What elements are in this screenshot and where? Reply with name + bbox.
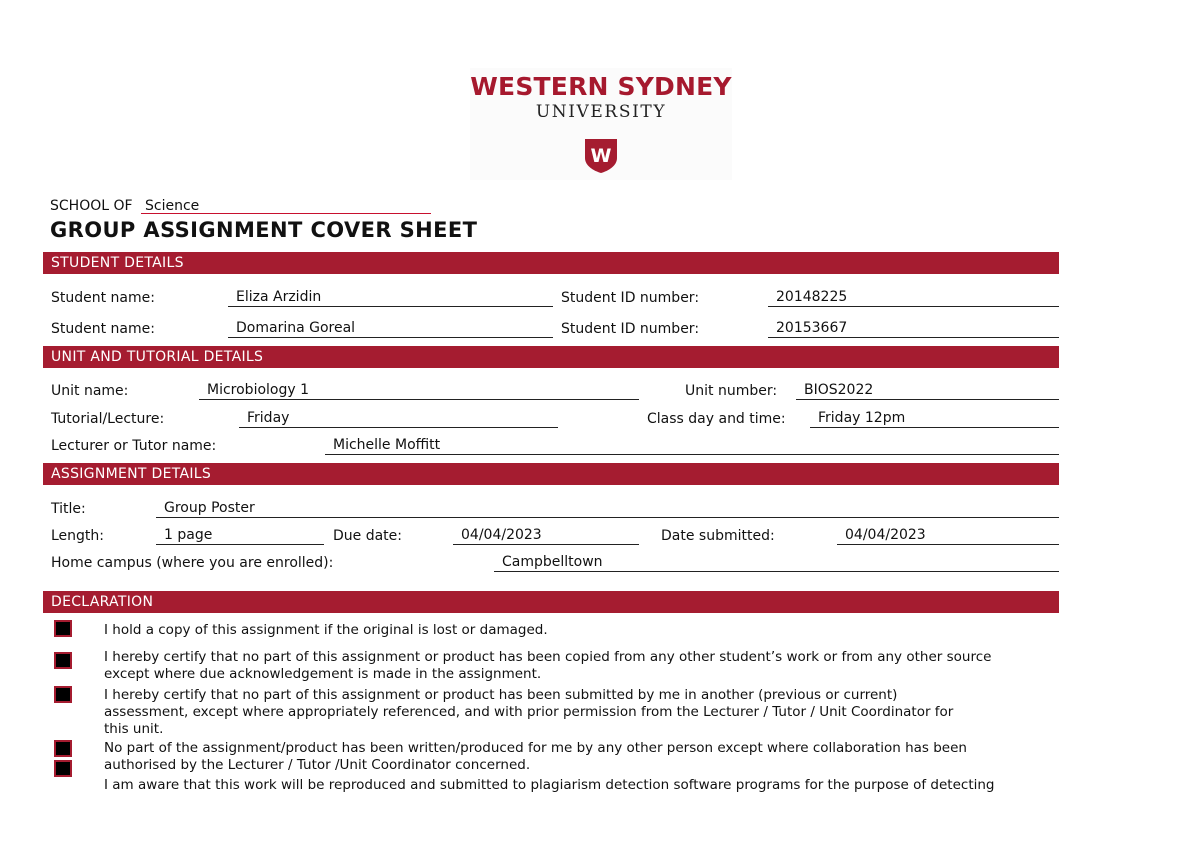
class-time-label: Class day and time:: [647, 411, 786, 427]
shield-letter: W: [590, 145, 612, 167]
tutorial-label: Tutorial/Lecture:: [51, 411, 165, 427]
unit-name-label: Unit name:: [51, 383, 129, 399]
declaration-checkbox[interactable]: [54, 686, 72, 703]
school-label: SCHOOL OF: [50, 198, 133, 214]
unit-name-field[interactable]: Microbiology 1: [199, 381, 639, 400]
logo-wordmark: WESTERN SYDNEY: [470, 72, 732, 101]
date-submitted-label: Date submitted:: [661, 528, 775, 544]
declaration-text: I hereby certify that no part of this assignment or product has been submitted by me in another (previous or current): [104, 687, 898, 703]
shield-icon: [584, 138, 618, 174]
declaration-checkbox[interactable]: [54, 740, 72, 757]
length-field[interactable]: 1 page: [156, 526, 324, 545]
section-student-details: STUDENT DETAILS: [43, 252, 1059, 274]
declaration-text: assessment, except where appropriately referenced, and with prior permission from the Lecturer / Tutor / Unit Coordinator for: [104, 704, 954, 720]
declaration-text: No part of the assignment/product has been written/produced for me by any other person except where collaboration has been: [104, 740, 967, 756]
assignment-title-field[interactable]: Group Poster: [156, 499, 1059, 518]
due-date-label: Due date:: [333, 528, 403, 544]
class-time-field[interactable]: Friday 12pm: [810, 409, 1059, 428]
home-campus-field[interactable]: Campbelltown: [494, 553, 1059, 572]
student-id-field[interactable]: 20148225: [768, 288, 1059, 307]
declaration-text: except where due acknowledgement is made in the assignment.: [104, 666, 542, 682]
student-id-field[interactable]: 20153667: [768, 319, 1059, 338]
section-declaration: DECLARATION: [43, 591, 1059, 613]
declaration-text: I hold a copy of this assignment if the original is lost or damaged.: [104, 622, 548, 638]
student-id-label: Student ID number:: [561, 321, 700, 337]
home-campus-label: Home campus (where you are enrolled):: [51, 555, 334, 571]
declaration-text: authorised by the Lecturer / Tutor /Unit Coordinator concerned.: [104, 757, 531, 773]
student-name-label: Student name:: [51, 321, 155, 337]
student-name-field[interactable]: Eliza Arzidin: [228, 288, 553, 307]
logo-subtitle: UNIVERSITY: [535, 102, 667, 122]
title-label: Title:: [51, 501, 86, 517]
date-submitted-field[interactable]: 04/04/2023: [837, 526, 1059, 545]
university-logo: [470, 68, 732, 180]
section-unit-details: UNIT AND TUTORIAL DETAILS: [43, 346, 1059, 368]
student-name-label: Student name:: [51, 290, 155, 306]
school-field[interactable]: Science: [141, 198, 431, 214]
length-label: Length:: [51, 528, 105, 544]
page-title: GROUP ASSIGNMENT COVER SHEET: [50, 218, 478, 242]
unit-number-field[interactable]: BIOS2022: [796, 381, 1059, 400]
unit-number-label: Unit number:: [685, 383, 778, 399]
declaration-checkbox[interactable]: [54, 620, 72, 637]
declaration-text: I hereby certify that no part of this assignment or product has been copied from any other student’s work or from any other source: [104, 649, 992, 665]
declaration-text: I am aware that this work will be reproduced and submitted to plagiarism detection software programs for the purpose of detecting: [104, 777, 995, 793]
student-name-field[interactable]: Domarina Goreal: [228, 319, 553, 338]
lecturer-field[interactable]: Michelle Moffitt: [325, 436, 1059, 455]
declaration-checkbox[interactable]: [54, 652, 72, 669]
lecturer-label: Lecturer or Tutor name:: [51, 438, 217, 454]
student-id-label: Student ID number:: [561, 290, 700, 306]
declaration-text: this unit.: [104, 721, 164, 737]
tutorial-field[interactable]: Friday: [239, 409, 558, 428]
section-assignment-details: ASSIGNMENT DETAILS: [43, 463, 1059, 485]
declaration-checkbox[interactable]: [54, 760, 72, 777]
due-date-field[interactable]: 04/04/2023: [453, 526, 639, 545]
